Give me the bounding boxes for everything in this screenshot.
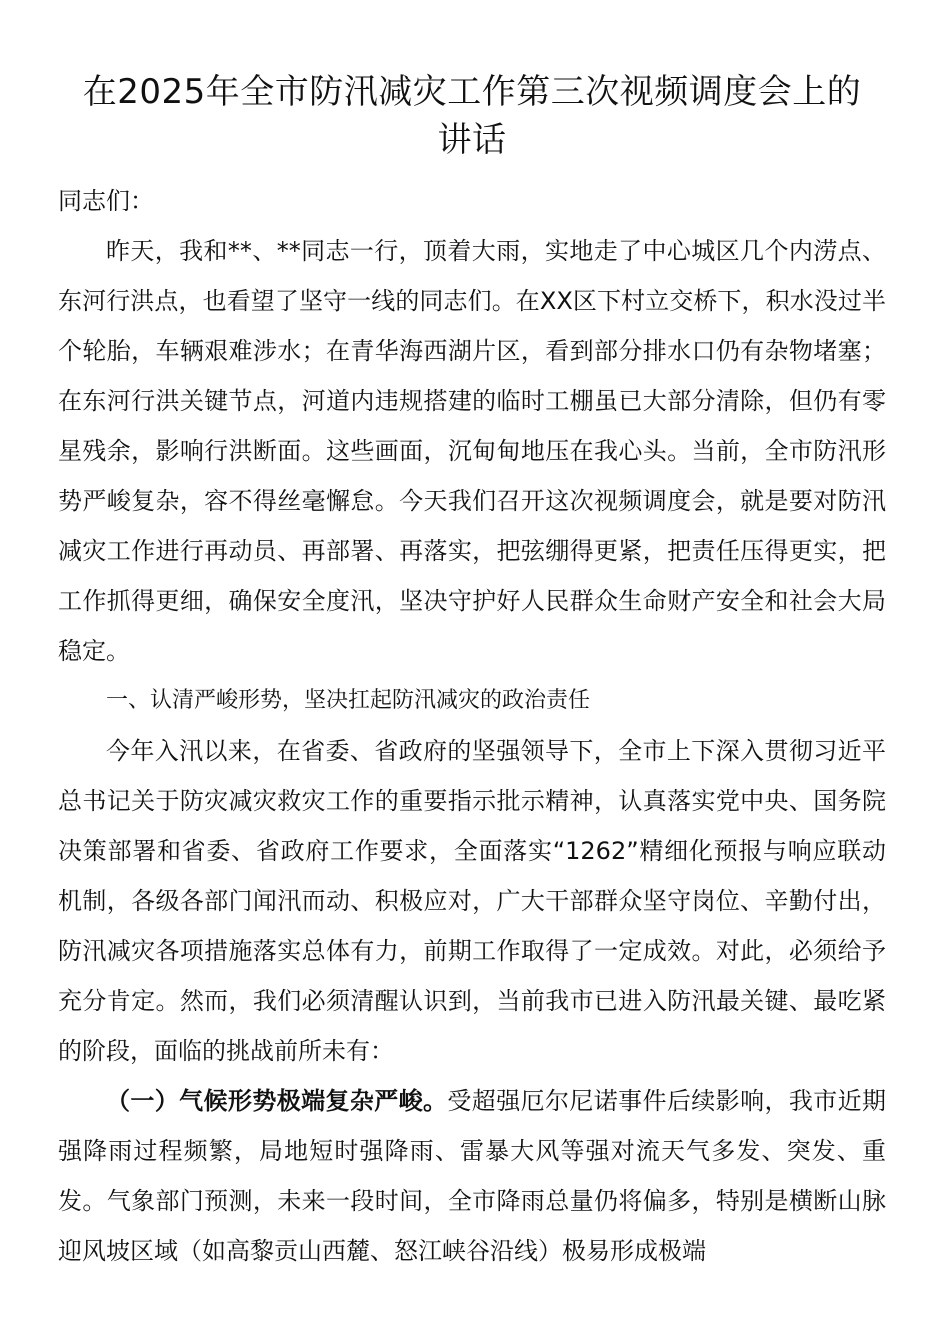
title-line-1: 在2025年全市防汛减灾工作第三次视频调度会上的 xyxy=(82,72,862,112)
section-heading-1: 一、认清严峻形势，坚决扛起防汛减灾的政治责任 xyxy=(106,688,591,713)
subsection-1-text: 受超强厄尔尼诺事件后续影响，我市近期强降雨过程频繁，局地短时强降雨、雷暴大风等强对流天气多发、突发、重发。气象部门预测，未来一段时间，全市降雨总量仍将偏多，特别是横断山脉迎风坡区域（如高黎贡山西麓、怒江峡谷沿线）极易形成极端 xyxy=(58,1087,887,1265)
salutation: 同志们： xyxy=(58,187,154,215)
paragraph-subsection-1 xyxy=(58,1076,886,1276)
paragraph-situation: 今年入汛以来，在省委、省政府的坚强领导下，全市上下深入贯彻习近平总书记关于防灾减灾救灾工作的重要指示批示精神，认真落实党中央、国务院决策部署和省委、省政府工作要求，全面落实“1262”精细化预报与响应联动机制，各级各部门闻汛而动、积极应对，广大干部群众坚守岗位、辛勤付出，防汛减灾各项措施落实总体有力，前期工作取得了一定成效。对此，必须给予充分肯定。然而，我们必须清醒认识到，当前我市已进入防汛最关键、最吃紧的阶段，面临的挑战前所未有： xyxy=(58,737,886,1065)
paragraph-intro: 昨天，我和**、**同志一行，顶着大雨，实地走了中心城区几个内涝点、东河行洪点，也看望了坚守一线的同志们。在XX区下村立交桥下，积水没过半个轮胎，车辆艰难涉水；在青华海西湖片区，看到部分排水口仍有杂物堵塞；在东河行洪关键节点，河道内违规搭建的临时工棚虽已大部分清除，但仍有零星残余，影响行洪断面。这些画面，沉甸甸地压在我心头。当前，全市防汛形势严峻复杂，容不得丝毫懈怠。今天我们召开这次视频调度会，就是要对防汛减灾工作进行再动员、再部署、再落实，把弦绷得更紧，把责任压得更实，把工作抓得更细，确保安全度汛，坚决守护好人民群众生命财产安全和社会大局稳定。 xyxy=(58,237,886,665)
document-title xyxy=(58,68,886,164)
title-line-2: 讲话 xyxy=(437,120,507,160)
subsection-1-lead: （一）气候形势极端复杂严峻。 xyxy=(106,1087,448,1115)
